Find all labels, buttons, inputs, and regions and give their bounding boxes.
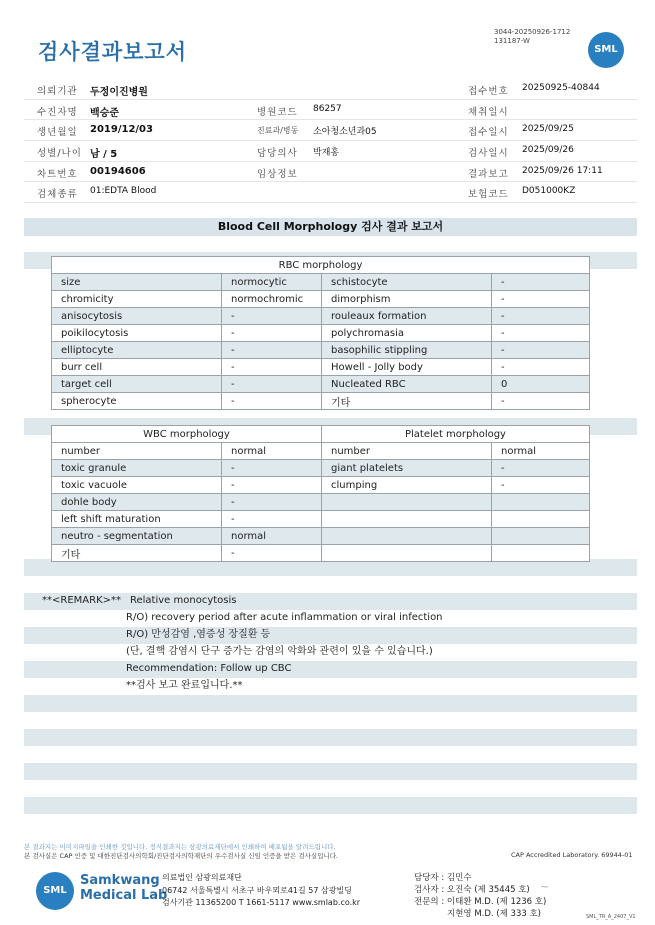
table-cell: anisocytosis (52, 308, 222, 325)
table-cell: - (222, 342, 322, 359)
table-row (52, 528, 590, 545)
signers (414, 872, 546, 920)
table-cell (322, 494, 492, 511)
sml-logo: SML (588, 32, 624, 68)
table-cell: - (492, 291, 590, 308)
table-cell: - (492, 325, 590, 342)
background-band (24, 627, 637, 644)
table-cell: dimorphism (322, 291, 492, 308)
hospital-value: 두정이진병원 (90, 87, 148, 98)
document-number: 3044-20250926-1712 131187-W (494, 28, 571, 45)
table-cell (492, 545, 590, 562)
table-cell: size (52, 274, 222, 291)
table-row (52, 291, 590, 308)
table-cell: normal (492, 443, 590, 460)
table-cell (322, 545, 492, 562)
remark-line: R/O) 만성감염 ,염증성 장질환 등 (126, 628, 271, 640)
table-cell: number (52, 443, 222, 460)
table-cell: normal (222, 443, 322, 460)
table-row (52, 494, 590, 511)
table-cell: - (492, 359, 590, 376)
info-row (24, 162, 637, 183)
remark-line: Relative monocytosis (130, 595, 237, 606)
table-row (52, 308, 590, 325)
table-cell: - (222, 460, 322, 477)
table-row (52, 511, 590, 528)
wbc-header: WBC morphology (52, 426, 322, 443)
dob-label: 생년월일 (37, 127, 78, 139)
patient-value: 백승준 (90, 107, 119, 119)
table-row (52, 545, 590, 562)
table-cell: 기타 (52, 545, 222, 562)
table-cell: elliptocyte (52, 342, 222, 359)
receipt-date-value: 2025/09/25 (522, 124, 574, 135)
wbc-platelet-table (51, 425, 590, 562)
table-cell: left shift maturation (52, 511, 222, 528)
table-row (52, 393, 590, 410)
signature-mark: ~ (540, 880, 550, 893)
info-row (24, 100, 637, 121)
table-cell: - (492, 477, 590, 494)
table-cell: - (492, 460, 590, 477)
dept-label: 진료과/병동 (257, 126, 299, 136)
doctor-value: 박재홍 (313, 148, 340, 159)
table-row (52, 274, 590, 291)
table-cell: dohle body (52, 494, 222, 511)
table-cell: schistocyte (322, 274, 492, 291)
background-band (24, 797, 637, 814)
test-date-label: 검사일시 (468, 148, 509, 160)
table-cell: - (492, 342, 590, 359)
table-cell: Howell - Jolly body (322, 359, 492, 376)
table-cell: poikilocytosis (52, 325, 222, 342)
table-cell: Nucleated RBC (322, 376, 492, 393)
table-cell: normocytic (222, 274, 322, 291)
dob-value: 2019/12/03 (90, 124, 153, 136)
table-cell: spherocyte (52, 393, 222, 410)
chart-no-value: 00194606 (90, 165, 146, 177)
background-band (24, 763, 637, 780)
sex-age-value: 남 / 5 (90, 149, 118, 161)
table-cell: - (222, 477, 322, 494)
info-row (24, 79, 637, 100)
remark-line: (단, 결핵 감염시 단구 증가는 감염의 악화와 관련이 있을 수 있습니다.) (126, 645, 433, 657)
table-cell: target cell (52, 376, 222, 393)
table-cell: number (322, 443, 492, 460)
dept-value: 소아청소년과05 (313, 127, 377, 138)
remark-line: R/O) recovery period after acute inflammation or viral infection (126, 611, 443, 623)
remark-line: Recommendation: Follow up CBC (126, 662, 292, 674)
table-cell: - (492, 393, 590, 410)
table-row (52, 325, 590, 342)
receipt-date-label: 접수일시 (468, 127, 509, 139)
table-row (52, 359, 590, 376)
table-cell (322, 528, 492, 545)
report-date-label: 결과보고 (468, 168, 509, 180)
table-cell: - (222, 393, 322, 410)
table-cell: - (222, 308, 322, 325)
lab-address: 의료법인 삼광의료재단 06742 서울특별시 서초구 바우뫼로41길 57 삼광빌딩 검사기관 11365200 T 1661-5117 www.smlab.co.kr (162, 873, 361, 907)
sml-footer-logo: SML (36, 872, 74, 910)
table-cell: burr cell (52, 359, 222, 376)
form-code: SML_TR_A_2407_V1 (586, 914, 636, 920)
patient-info (24, 79, 637, 203)
specialist: 전문의 : 이태환 M.D. (제 1236 호) (414, 897, 547, 907)
specimen-value: 01:EDTA Blood (90, 186, 157, 197)
table-row (52, 376, 590, 393)
print-notice: 본 결과지는 이미지파일을 인쇄한 것입니다. 정식결과지는 삼광의료재단에서 인쇄하여 배포됨을 알려드립니다. (24, 843, 336, 851)
lab-name: Samkwang Medical Lab (80, 873, 168, 903)
table-cell (322, 511, 492, 528)
test-date-value: 2025/09/26 (522, 145, 574, 156)
table-cell: - (222, 376, 322, 393)
table-cell: - (222, 359, 322, 376)
report-date-value: 2025/09/26 17:11 (522, 165, 603, 176)
receipt-no-value: 20250925-40844 (522, 83, 600, 93)
hospital-code-value: 86257 (313, 103, 342, 114)
doctor-label: 담당의사 (257, 148, 298, 160)
table-cell (492, 494, 590, 511)
table-cell: - (222, 494, 322, 511)
table-cell: - (492, 308, 590, 325)
sex-age-label: 성별/나이 (37, 148, 82, 160)
table-row (52, 477, 590, 494)
background-band (24, 695, 637, 712)
collect-date-label: 채취일시 (468, 106, 509, 118)
table-cell: - (222, 545, 322, 562)
table-cell: rouleaux formation (322, 308, 492, 325)
table-cell: basophilic stippling (322, 342, 492, 359)
insurance-label: 보험코드 (468, 189, 509, 201)
insurance-value: D051000KZ (522, 186, 576, 197)
table-cell (492, 528, 590, 545)
table-row (52, 443, 590, 460)
clinical-label: 임상정보 (257, 168, 298, 180)
table-cell: toxic granule (52, 460, 222, 477)
morphology-report-title: Blood Cell Morphology 검사 결과 보고서 (24, 218, 637, 236)
specialist: 지현영 M.D. (제 333 호) (447, 909, 542, 919)
cap-accreditation: CAP Accredited Laboratory. 69944-01 (511, 851, 633, 859)
specimen-label: 검체종류 (37, 189, 78, 201)
remark-heading: **<REMARK>** (42, 595, 121, 606)
background-band (24, 661, 637, 678)
rbc-morphology-table (51, 256, 590, 410)
report-title: 검사결과보고서 (38, 40, 188, 64)
info-row (24, 120, 637, 141)
platelet-header: Platelet morphology (322, 426, 590, 443)
table-cell: - (222, 511, 322, 528)
table-cell: giant platelets (322, 460, 492, 477)
table-row (52, 342, 590, 359)
table-row (52, 460, 590, 477)
table-cell: - (492, 274, 590, 291)
table-cell: 0 (492, 376, 590, 393)
chart-no-label: 차트번호 (37, 168, 78, 180)
table-cell: normal (222, 528, 322, 545)
hospital-label: 의뢰기관 (37, 86, 78, 97)
tester: 검사자 : 오진숙 (제 35445 호) (414, 885, 530, 895)
table-cell (492, 511, 590, 528)
table-cell: 기타 (322, 393, 492, 410)
info-row (24, 141, 637, 162)
table-cell: toxic vacuole (52, 477, 222, 494)
rbc-header: RBC morphology (52, 257, 590, 274)
patient-label: 수진자명 (37, 106, 78, 118)
table-cell: chromicity (52, 291, 222, 308)
table-cell: - (222, 325, 322, 342)
manager: 담당자 : 김민수 (414, 873, 472, 883)
remark-line: **검사 보고 완료입니다.** (126, 679, 243, 691)
receipt-no-label: 접수번호 (468, 86, 509, 97)
background-band (24, 729, 637, 746)
table-cell: neutro - segmentation (52, 528, 222, 545)
info-row (24, 182, 637, 203)
table-cell: normochromic (222, 291, 322, 308)
certification-notice: 본 검사실은 CAP 인증 및 대한진단검사의학회/진단검사의학재단의 우수검사실 신임 인증을 받은 검사실입니다. (24, 852, 339, 860)
table-cell: polychromasia (322, 325, 492, 342)
hospital-code-label: 병원코드 (257, 106, 298, 118)
table-cell: clumping (322, 477, 492, 494)
